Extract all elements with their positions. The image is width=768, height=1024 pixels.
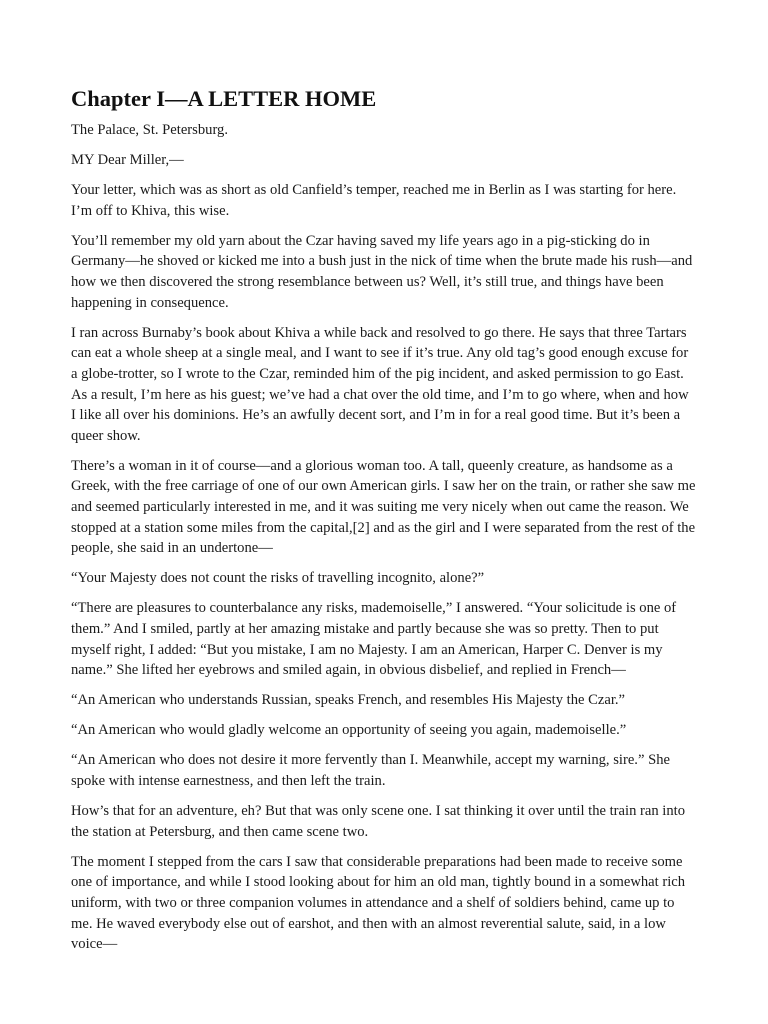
paragraph-dialogue: “Your Majesty does not count the risks of travelling incognito, alone?” [71,570,485,587]
paragraph: How’s that for an adventure, eh? But that was only scene one. I sat thinking it over until the train ran into the station at Petersburg, and then came scene two. [71,803,685,840]
paragraph-dialogue: “An American who would gladly welcome an opportunity of seeing you again, mademoiselle.” [71,722,627,739]
paragraph-dialogue: “An American who understands Russian, speaks French, and resembles His Majesty the Czar.” [71,692,626,709]
paragraph-dialogue: “There are pleasures to counterbalance any risks, mademoiselle,” I answered. “Your solicitude is one of them.” And I smiled, partly at her amazing mistake and partly because she was so pretty. Then to put myself right, I added: “But you mistake, I am no Majesty. I am an American, Harper C. Denver is my name.” She lifted her eyebrows and smiled again, in obvious disbelief, and replied in French— [71,600,677,679]
document-page [71,86,697,964]
paragraph: Your letter, which was as short as old Canfield’s temper, reached me in Berlin as I was starting for here. I’m off to Khiva, this wise. [71,182,677,219]
paragraph-address: The Palace, St. Petersburg. [71,122,228,138]
paragraph: I ran across Burnaby’s book about Khiva a while back and resolved to go there. He says that three Tartars can eat a whole sheep at a single meal, and I want to see if it’s true. Any old tag’s good enough excuse for a globe-trotter, so I wrote to the Czar, reminded him of the pig incident, and asked permission to go East. As a result, I’m here as his guest; we’ve had a chat over the old time, and I’m to go where, when and how I like all over his dominions. He’s an awfully decent sort, and I’m in for a real good time. But it’s been a queer show. [71,324,689,444]
paragraph: The moment I stepped from the cars I saw that considerable preparations had been made to receive some one of importance, and while I stood looking about for him an old man, tightly bound in a somewhat rich uniform, with two or three companion volumes in attendance and a shelf of soldiers behind, came up to me. He waved everybody else out of earshot, and then with an almost reverential salute, said, in a low voice— [71,853,686,953]
paragraph: You’ll remember my old yarn about the Czar having saved my life years ago in a pig-sticking do in Germany—he shoved or kicked me into a bush just in the nick of time when the brute made his rush—and how we then discovered the strong resemblance between us? Well, it’s still true, and things have been happening in consequence. [71,232,693,311]
chapter-title: Chapter I—A LETTER HOME [71,86,377,111]
paragraph-dialogue: “An American who does not desire it more fervently than I. Meanwhile, accept my warning, sire.” She spoke with intense earnestness, and then left the train. [71,752,670,790]
paragraph-salutation: MY Dear Miller,— [71,152,184,169]
paragraph: There’s a woman in it of course—and a glorious woman too. A tall, queenly creature, as handsome as a Greek, with the free carriage of one of our own American girls. I saw her on the train, or rather she saw me and seemed particularly interested in me, and it was suiting me very nicely when out came the reason. We stopped at a station some miles from the capital,[2] and as the girl and I were separated from the rest of the people, she said in an undertone— [71,457,696,557]
